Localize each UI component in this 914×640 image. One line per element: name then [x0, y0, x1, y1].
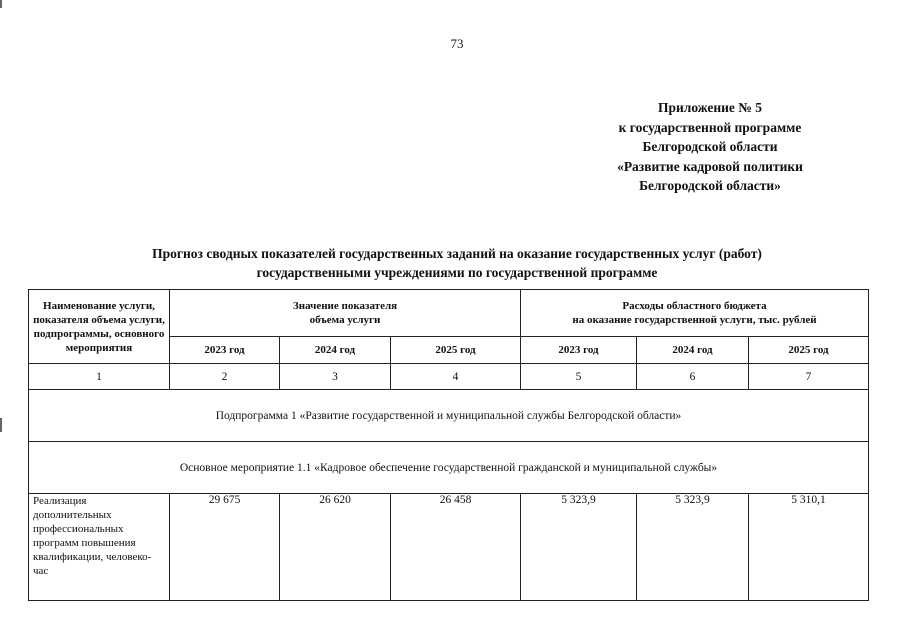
table-row — [29, 494, 869, 601]
header-year: 2025 год — [391, 337, 521, 364]
header-year: 2025 год — [749, 337, 869, 364]
title-line: Прогноз сводных показателей государственных заданий на оказание государственных услуг (работ) — [152, 246, 762, 261]
header-budget-group — [521, 290, 869, 337]
column-number-row — [29, 364, 869, 390]
header-year: 2024 год — [280, 337, 391, 364]
appendix-line: Белгородской области» — [639, 178, 781, 193]
column-number: 4 — [391, 364, 521, 390]
column-number: 2 — [170, 364, 280, 390]
header-year: 2024 год — [637, 337, 749, 364]
header-budget-line: на оказание государственной услуги, тыс. рублей — [572, 314, 817, 326]
row-value-2023-volume: 29 675 — [170, 494, 280, 601]
header-volume-line: объема услуги — [309, 314, 381, 326]
header-year: 2023 год — [521, 337, 637, 364]
page-number: 73 — [450, 36, 464, 51]
header-volume-group — [170, 290, 521, 337]
appendix-line: к государственной программе — [618, 119, 802, 135]
row-value-2023-budget: 5 323,9 — [521, 494, 637, 601]
header-service-name: Наименование услуги, показателя объема услуги, подпрограммы, основного мероприятия — [29, 290, 170, 364]
document-title — [0, 244, 914, 282]
table-header-row — [29, 290, 869, 337]
column-number: 7 — [749, 364, 869, 390]
subprogram-row — [29, 390, 869, 442]
row-value-2025-volume: 26 458 — [391, 494, 521, 601]
header-volume-line: Значение показателя — [292, 300, 398, 312]
scan-edge-mark-bottom — [0, 418, 2, 432]
scan-edge-mark-top — [0, 0, 2, 8]
row-value-2025-budget: 5 310,1 — [749, 494, 869, 601]
appendix-line: «Развитие кадровой политики — [617, 158, 803, 174]
column-number: 3 — [280, 364, 391, 390]
header-year: 2023 год — [170, 337, 280, 364]
row-value-2024-budget: 5 323,9 — [637, 494, 749, 601]
main-activity-row — [29, 442, 869, 494]
appendix-line: Приложение № 5 — [658, 100, 762, 115]
appendix-line: Белгородской области — [642, 139, 778, 154]
title-line: государственными учреждениями по государственной программе — [256, 265, 658, 280]
column-number: 1 — [29, 364, 170, 390]
column-number: 5 — [521, 364, 637, 390]
row-service-name: Реализация дополнительных профессиональных программ повышения квалификации, человеко-час — [29, 494, 170, 601]
subprogram-title: Подпрограмма 1 «Развитие государственной и муниципальной службы Белгородской области» — [29, 390, 869, 442]
forecast-table — [28, 289, 869, 601]
header-budget-line: Расходы областного бюджета — [622, 300, 767, 312]
row-value-2024-volume: 26 620 — [280, 494, 391, 601]
column-number: 6 — [637, 364, 749, 390]
main-activity-title: Основное мероприятие 1.1 «Кадровое обеспечение государственной гражданской и муниципальной службы» — [29, 442, 869, 494]
appendix-heading — [580, 98, 840, 196]
